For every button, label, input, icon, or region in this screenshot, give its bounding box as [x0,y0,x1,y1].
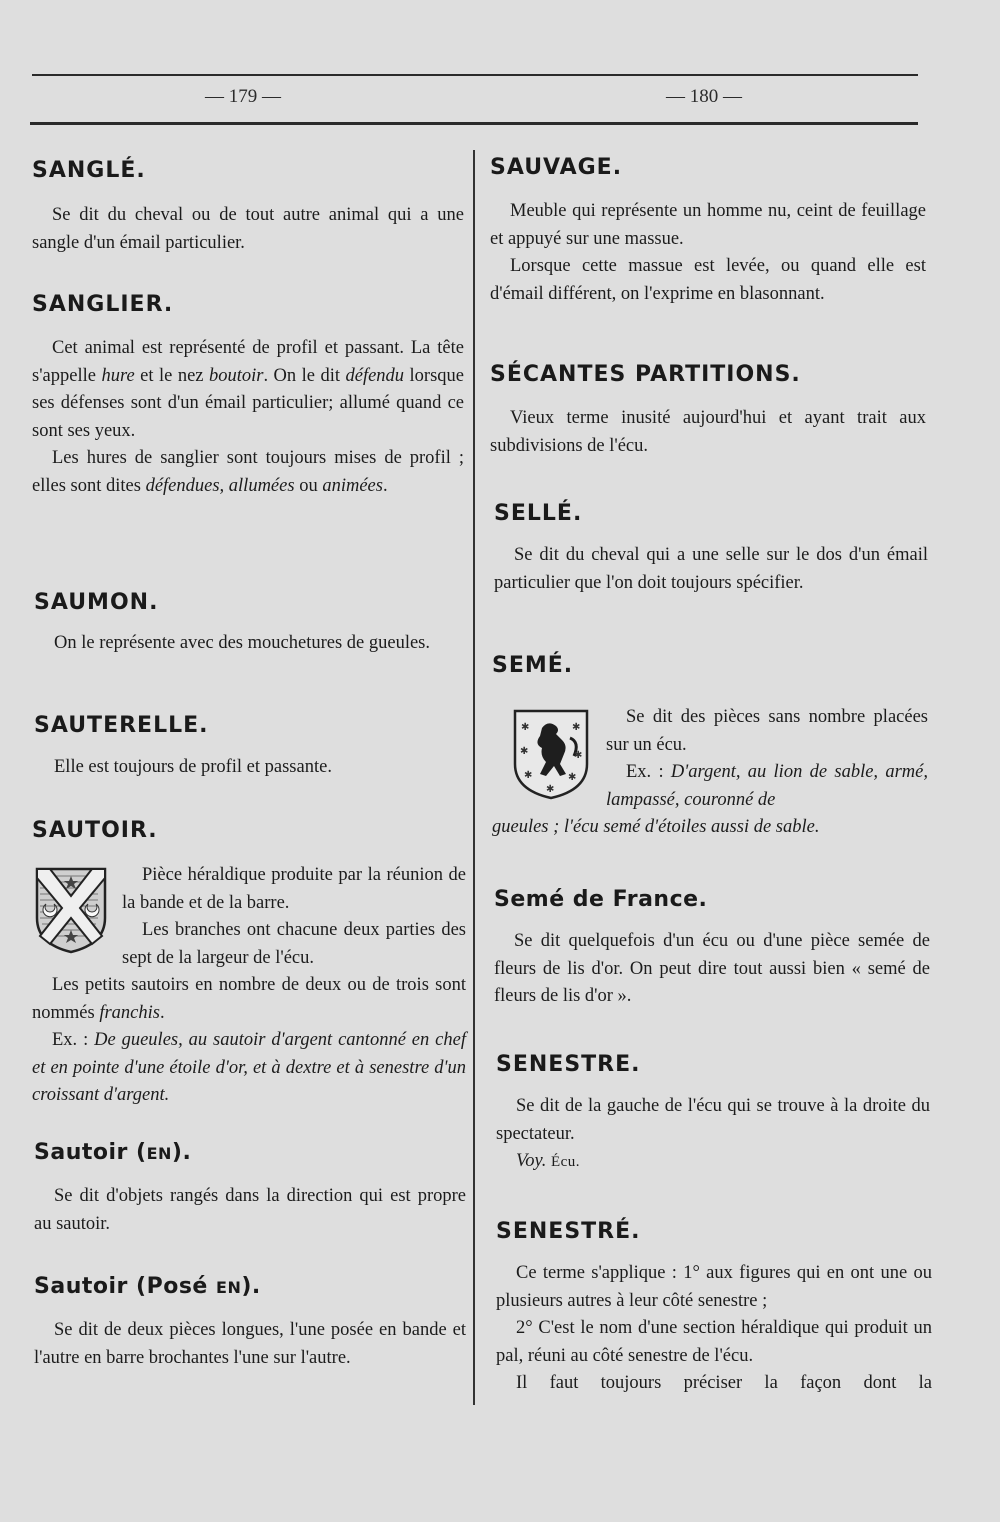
seme-example [606,759,928,814]
entry-text: Se dit de la gauche de l'écu qui se trouve à la droite du spectateur. [496,1096,930,1144]
entry-senestre [496,1052,930,1177]
see-also-label: Voy. [516,1151,547,1171]
entry-text: Se dit du cheval qui a une selle sur le dos d'un émail particulier que l'on doit toujours spécifier. [494,545,928,593]
saltire-shield-icon [34,866,108,954]
entry-text: Meuble qui représente un homme nu, ceint de feuillage et appuyé sur une massue. [490,201,926,249]
entry-text: Se dit de deux pièces longues, l'une posée en bande et l'autre en barre brochantes l'une sur l'autre. [34,1320,466,1368]
entry-title [34,1274,466,1299]
title-text: Sautoir (Posé [34,1274,217,1299]
title-smallcaps: EN [146,1144,172,1163]
entry-text: Il faut toujours préciser la façon dont la [516,1373,932,1393]
svg-text:✱: ✱ [546,784,555,795]
italic-term: hure [101,365,135,386]
italic-term: De gueules, au sautoir d'argent cantonné en chef et en pointe d'une étoile d'or, et à dextre et à senestre d'un croissant d'argent. [32,1030,466,1105]
page-number-right: — 180 — [666,86,742,107]
entry-text: On le représente avec des mouchetures de gueules. [54,633,431,653]
entry-title: SAUMON. [34,590,159,615]
svg-text:✱: ✱ [572,722,581,733]
page-number-left: — 179 — [205,86,281,107]
entry-text: Pièce héraldique produite par la réunion de la bande et de la barre. [122,865,466,913]
entry-text: Se dit des pièces sans nombre placées sur un écu. [606,707,928,755]
italic-term: franchis [99,1002,160,1023]
entry-title: SAUTERELLE. [34,713,209,738]
example-text [606,759,928,814]
seme-body [606,704,928,759]
entry-sautoir [32,818,468,843]
entry-sangle [32,158,464,257]
example-text-continued [492,814,928,842]
entry-title [34,1140,466,1165]
italic-term: boutoir [208,365,264,386]
entry-sautoir-en [34,1140,466,1238]
entry-seme [492,653,928,678]
header-rule [30,122,918,125]
text-run: lorsque ses défenses sont d'un émail particulier; allumé quand ce sont ses yeux. [32,365,465,441]
entry-text: Se dit quelquefois d'un écu ou d'une pièce semée de fleurs de lis d'or. On peut dire tout aussi bien « semé de fleurs de lis d'or ». [494,931,930,1006]
entry-selle [494,501,928,597]
entry-title: SANGLÉ. [32,158,146,183]
top-rule [32,74,918,76]
entry-text: Elle est toujours de profil et passante. [54,757,332,777]
title-smallcaps: EN [216,1278,242,1297]
italic-term: défendues, allumées [145,475,295,496]
entry-text: Se dit d'objets rangés dans la direction qui est propre au sautoir. [34,1186,466,1234]
text-run: Les hures de sanglier sont toujours mises de profil ; elles sont dites [32,448,464,496]
svg-text:✱: ✱ [521,722,530,733]
title-text: ). [171,1140,192,1165]
text-run: Les petits sautoirs en nombre de deux ou de trois sont nommés [32,975,466,1023]
svg-text:✱: ✱ [574,750,583,761]
entry-senestre-2 [496,1219,932,1398]
entry-title: SENESTRÉ. [496,1219,641,1244]
entry-sanglier [32,292,464,500]
entry-title: SENESTRE. [496,1052,641,1077]
text-run: ou [294,475,323,496]
entry-text: Les branches ont chacune deux parties des sept de la largeur de l'écu. [122,920,466,968]
entry-title: SAUTOIR. [32,818,158,843]
text-run: . On le dit [263,365,346,386]
italic-term: D'argent, au lion de sable, armé, lampassé, couronné de [606,762,928,810]
entry-title: SELLÉ. [494,501,583,526]
see-also-ref[interactable]: Écu. [550,1154,581,1170]
entry-title: SAUVAGE. [490,155,623,180]
entry-text: Ce terme s'applique : 1° aux figures qui en ont une ou plusieurs autres à leur côté senestre ; [496,1263,932,1311]
title-text: Sautoir ( [34,1140,147,1165]
entry-seme-de-france [494,887,930,1011]
italic-term: animées [322,475,383,496]
entry-text: Lorsque cette massue est levée, ou quand elle est d'émail différent, on l'exprime en blasonnant. [490,256,926,304]
entry-text: 2° C'est le nom d'une section héraldique qui produit un pal, réuni au côté senestre de l'écu. [496,1318,932,1366]
text-run: . [159,1002,165,1023]
entry-text [32,335,464,445]
entry-title: Semé de France. [494,887,708,912]
sautoir-body [122,862,466,972]
entry-sauvage [490,155,926,308]
title-text: ). [241,1274,261,1299]
svg-text:✱: ✱ [524,770,533,781]
sautoir-body-full [32,972,466,1110]
column-separator [473,150,475,1405]
svg-text:✱: ✱ [520,746,529,757]
entry-text [32,445,464,500]
entry-saumon [34,590,466,658]
entry-title: SANGLIER. [32,292,174,317]
see-also [496,1148,930,1177]
text-run: . [382,475,388,496]
italic-term: gueules ; l'écu semé d'étoiles aussi de sable. [492,817,820,837]
text-run: Cet animal est représenté de profil et passant. La tête s'appelle [32,338,464,386]
entry-sauterelle [34,713,466,782]
entry-sautoir-pose [34,1274,466,1372]
lion-shield-icon [512,708,590,800]
example-text [32,1027,466,1110]
text-run: et le nez [134,365,209,386]
svg-text:✱: ✱ [568,772,577,783]
entry-title: SEMÉ. [492,653,574,678]
example-label: Ex. : [626,762,671,782]
entry-title: SÉCANTES PARTITIONS. [490,362,801,387]
entry-secantes [490,362,926,460]
entry-text: Se dit du cheval ou de tout autre animal qui a une sangle d'un émail particulier. [32,205,464,253]
entry-text [32,972,466,1027]
entry-text: Vieux terme inusité aujourd'hui et ayant trait aux subdivisions de l'écu. [490,408,926,456]
italic-term: défendu [345,365,405,386]
example-label: Ex. : [52,1030,95,1050]
seme-example-wrap [492,814,928,842]
